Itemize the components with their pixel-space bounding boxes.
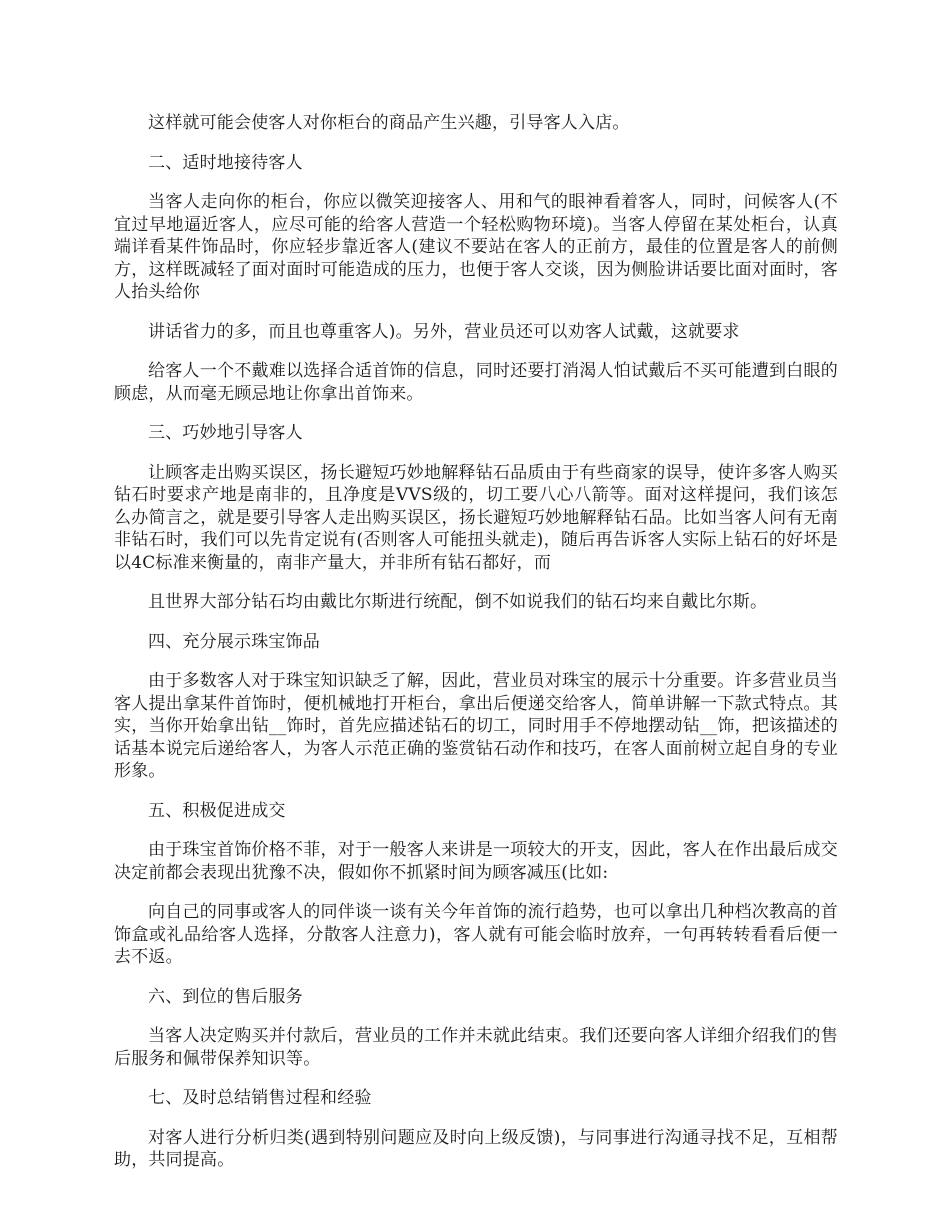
section-heading: 四、充分展示珠宝饰品 — [148, 631, 320, 652]
paragraph: 给客人一个不戴难以选择合适首饰的信息，同时还要打消渴人怕试戴后不买可能遭到白眼的顾虑，从而毫无顾忌地让你拿出首饰来。 — [114, 361, 838, 404]
paragraph: 由于多数客人对于珠宝知识缺乏了解，因此，营业员对珠宝的展示十分重要。许多营业员当客人提出拿某件首饰时，便机械地打开柜台，拿出后便递交给客人，简单讲解一下款式特点。其实，当你开始拿出钻__饰时，首先应描述钻石的切工，同时用手不停地摆动钻__饰，把该描述的话基本说完后递给客人，为客人示范正确的鉴赏钻石动作和技巧，在客人面前树立起自身的专业形象。 — [114, 671, 838, 781]
section-heading: 二、适时地接待客人 — [148, 152, 303, 173]
paragraph: 对客人进行分析归类(遇到特别问题应及时向上级反馈)，与同事进行沟通寻找不足，互相帮助，共同提高。 — [114, 1127, 838, 1170]
paragraph: 讲话省力的多，而且也尊重客人)。另外，营业员还可以劝客人试戴，这就要求 — [148, 321, 740, 342]
section-heading: 三、巧妙地引导客人 — [148, 423, 303, 443]
section-heading: 五、积极促进成交 — [148, 800, 286, 821]
document-page — [114, 112, 838, 1189]
section-heading: 六、到位的售后服务 — [148, 986, 303, 1007]
paragraph: 且世界大部分钻石均由戴比尔斯进行统配，倒不如说我们的钻石均来自戴比尔斯。 — [148, 592, 768, 612]
paragraph: 由于珠宝首饰价格不菲，对于一般客人来讲是一项较大的开支，因此，客人在作出最后成交决定前都会表现出犹豫不决，假如你不抓紧时间为顾客减压(比如: — [114, 840, 838, 883]
paragraph: 这样就可能会使客人对你柜台的商品产生兴趣，引导客人入店。 — [148, 113, 630, 133]
paragraph: 向自己的同事或客人的同伴谈一谈有关今年首饰的流行趋势，也可以拿出几种档次教高的首饰盒或礼品给客人选择，分散客人注意力)，客人就有可能会临时放弃，一句再转转看看后便一去不返。 — [114, 902, 838, 967]
section-heading: 七、及时总结销售过程和经验 — [148, 1088, 372, 1108]
paragraph: 当客人决定购买并付款后，营业员的工作并未就此结束。我们还要向客人详细介绍我们的售后服务和佩带保养知识等。 — [114, 1026, 838, 1069]
paragraph: 让顾客走出购买误区，扬长避短巧妙地解释钻石品质由于有些商家的误导，使许多客人购买钻石时要求产地是南非的，且净度是VVS级的，切工要八心八箭等。面对这样提问，我们该怎么办简言之，就是要引导客人走出购买误区，扬长避短巧妙地解释钻石品。比如当客人问有无南非钻石时，我们可以先肯定说有(否则客人可能扭头就走)，随后再告诉客人实际上钻石的好坏是以4C标准来衡量的，南非产量大，并非所有钻石都好，而 — [114, 462, 838, 573]
paragraph: 当客人走向你的柜台，你应以微笑迎接客人、用和气的眼神看着客人，同时，问候客人(不宜过早地逼近客人，应尽可能的给客人营造一个轻松购物环境)。当客人停留在某处柜台，认真端详看某件饰品时，你应轻步靠近客人(建议不要站在客人的正前方，最佳的位置是客人的前侧方，这样既减轻了面对面时可能造成的压力，也便于客人交谈，因为侧脸讲话要比面对面时，客人抬头给你 — [114, 192, 838, 302]
